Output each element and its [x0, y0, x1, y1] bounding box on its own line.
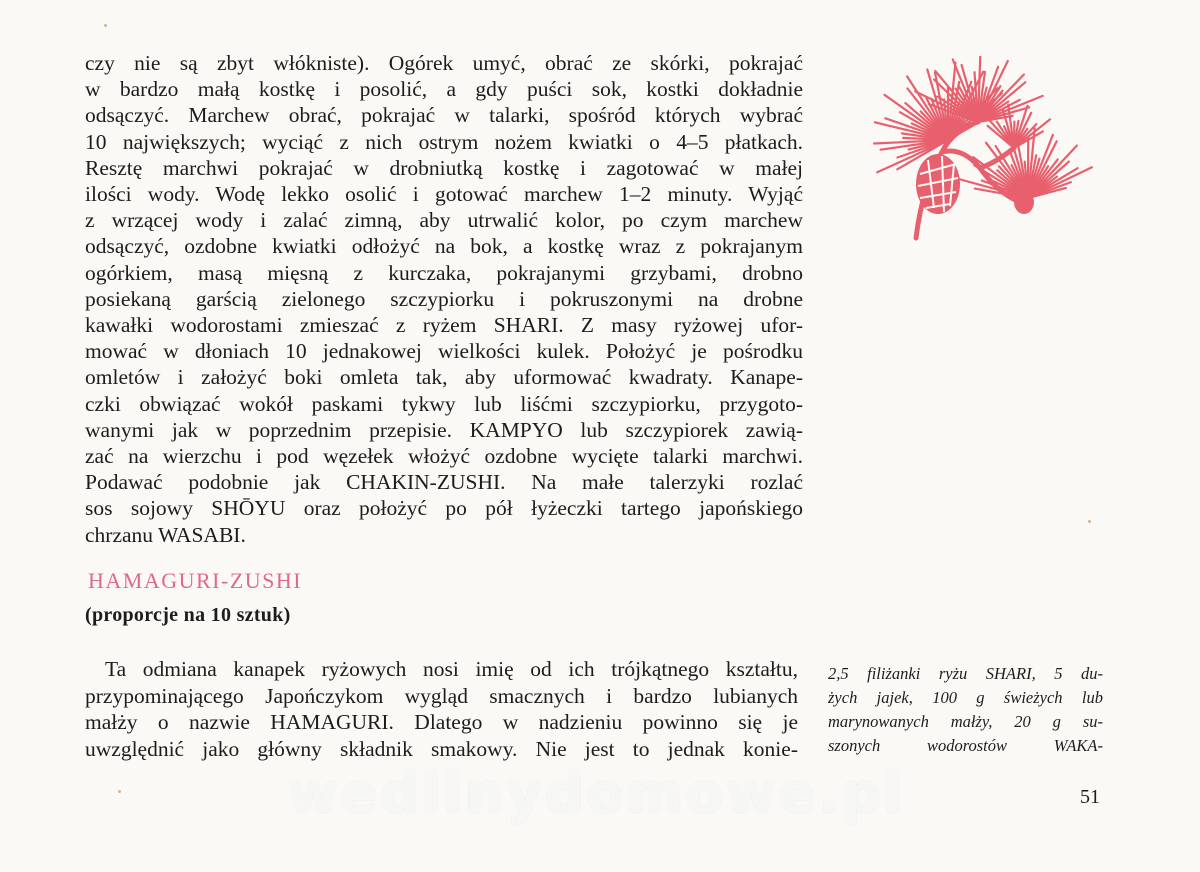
text-line: 10 największych; wyciąć z nich ostrym nożem kwiatki o 4–5 płatkach. — [85, 129, 803, 154]
watermark: wedlinydomowe.pl — [288, 762, 906, 825]
text-line: czki obwiązać wokół paskami tykwy lub liśćmi szczypiorku, przygoto- — [85, 391, 803, 416]
text-line: Podawać podobnie jak CHAKIN-ZUSHI. Na małe talerzyki rozlać — [85, 470, 803, 495]
text-line: w bardzo małą kostkę i posolić, a gdy puści sok, kostki dokładnie — [85, 77, 803, 102]
ingredient-line: 2,5 filiżanki ryżu SHARI, 5 du- — [828, 664, 1103, 683]
pine-branch-icon — [838, 56, 1108, 246]
paper-speck — [118, 790, 121, 793]
text-line: wanymi jak w poprzednim przepisie. KAMPYO lub szczypiorek zawią- — [85, 417, 803, 442]
paper-speck — [1088, 520, 1091, 523]
text-line: omletów i założyć boki omleta tak, aby uformować kwadraty. Kanape- — [85, 365, 803, 390]
text-line: zać na wierzchu i pod węzełek włożyć ozdobne wycięte talarki marchwi. — [85, 444, 803, 469]
ingredients-sidebar — [828, 662, 1103, 758]
text-line: mować w dłoniach 10 jednakowej wielkości kulek. Położyć je pośrodku — [85, 339, 803, 364]
paper-speck — [104, 24, 107, 27]
recipe-title: HAMAGURI-ZUSHI — [88, 568, 303, 593]
text-line: ogórkiem, masą mięsną z kurczaka, pokrajanymi grzybami, drobno — [85, 260, 803, 285]
text-line: posiekaną garścią zielonego szczypiorku i pokruszonymi na drobne — [85, 286, 803, 311]
ingredient-line: marynowanych małży, 20 g su- — [828, 712, 1103, 731]
text-line: sos sojowy SHŌYU oraz położyć po pół łyżeczki tartego japońskiego — [85, 496, 803, 521]
intro-line: przypominającego Japończykom wygląd smacznych i bardzo lubianych — [85, 683, 798, 708]
intro-line: Ta odmiana kanapek ryżowych nosi imię od ich trójkątnego kształtu, — [105, 657, 798, 681]
intro-line: uwzględnić jako główny składnik smakowy. Nie jest to jednak konie- — [85, 736, 798, 761]
text-line: z wrzącej wody i zalać zimną, aby utrwalić kolor, po czym marchew — [85, 208, 803, 233]
ingredient-line: szonych wodorostów WAKA- — [828, 736, 1103, 755]
recipe-portion-note: (proporcje na 10 sztuk) — [85, 604, 291, 626]
ingredient-line: żych jajek, 100 g świeżych lub — [828, 688, 1103, 707]
text-line: odsączyć. Marchew obrać, pokrajać w talarki, spośród których wybrać — [85, 103, 803, 128]
intro-line: małży o nazwie HAMAGURI. Dlatego w nadzieniu powinno się je — [85, 710, 798, 735]
text-line: odsączyć, ozdobne kwiatki odłożyć na bok, a kostkę wraz z pokrajanym — [85, 234, 803, 259]
page-number: 51 — [1080, 786, 1100, 808]
text-line: czy nie są zbyt włókniste). Ogórek umyć, obrać ze skórki, pokrajać — [85, 51, 803, 75]
text-line: kawałki wodorostami zmieszać z ryżem SHARI. Z masy ryżowej ufor- — [85, 313, 803, 338]
text-line: ilości wody. Wodę lekko osolić i gotować marchew 1–2 minuty. Wyjąć — [85, 182, 803, 207]
text-line: Resztę marchwi pokrajać w drobniutką kostkę i zagotować w małej — [85, 155, 803, 180]
recipe-continuation-text — [85, 50, 803, 548]
recipe-intro — [85, 656, 798, 762]
text-line: chrzanu WASABI. — [85, 522, 246, 547]
